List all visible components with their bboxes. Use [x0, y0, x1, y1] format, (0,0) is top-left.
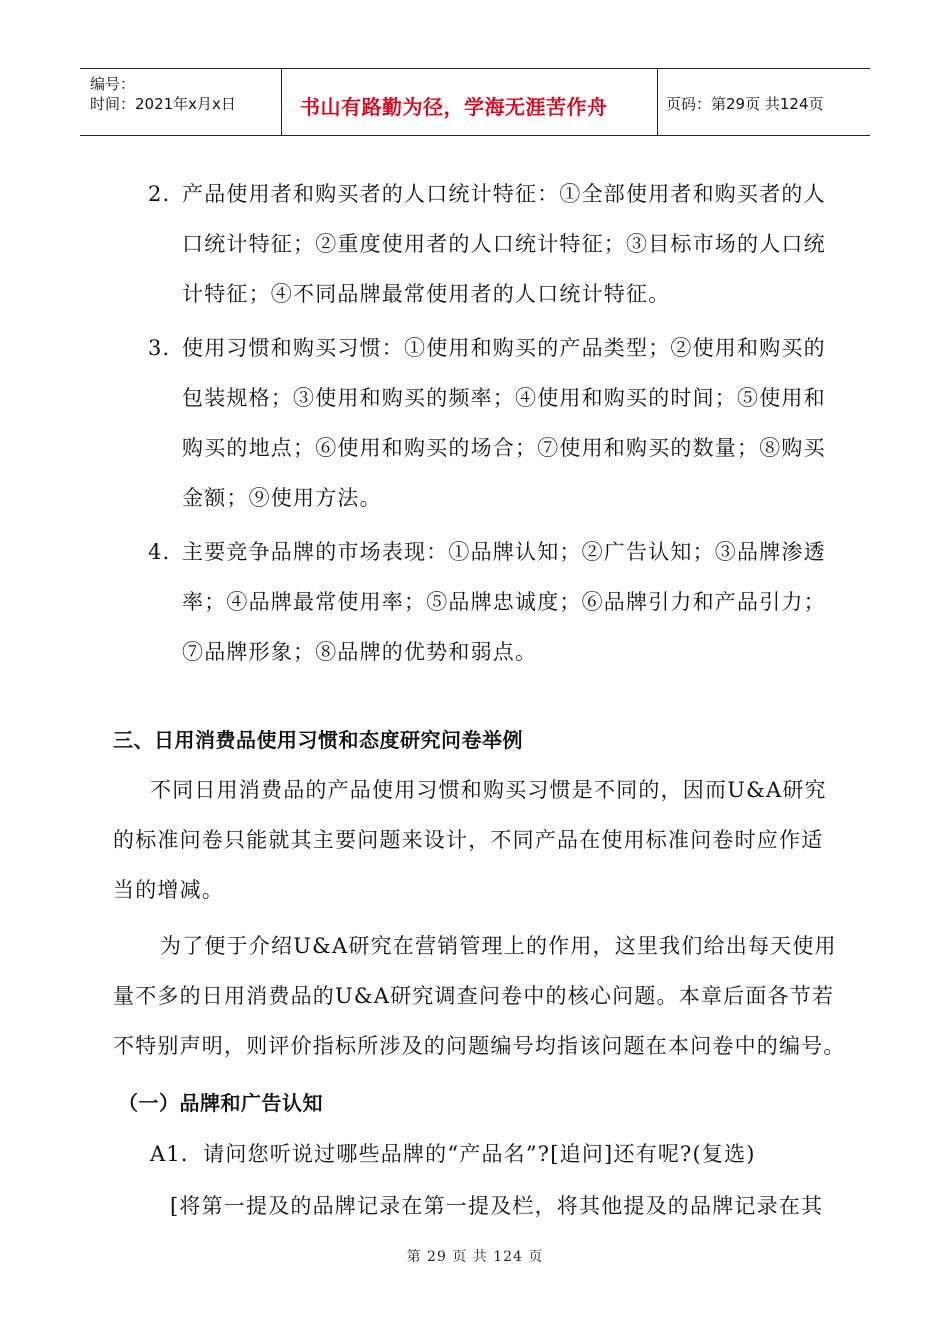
list-item-line: 产品使用者和购买者的人口统计特征：①全部使用者和购买者的人: [182, 182, 826, 206]
header-motto-cell: [282, 69, 658, 135]
list-item-number: 2.: [148, 182, 171, 206]
paragraph-line: 为了便于介绍U&A研究在营销管理上的作用，这里我们给出每天使用: [160, 934, 837, 958]
list-item-number: 4.: [148, 540, 171, 564]
list-item-number: 3.: [148, 336, 171, 360]
page-footer: 第 29 页 共 124 页: [406, 1249, 544, 1265]
header-meta-cell: [80, 69, 282, 135]
section-heading: 三、日用消费品使用习惯和态度研究问卷举例: [113, 728, 523, 752]
motto-text: 书山有路勤为径，学海无涯苦作舟: [300, 95, 608, 119]
doc-time-label: 时间：2021年x月x日: [90, 95, 236, 113]
page-indicator: 页码：第29页 共124页: [666, 95, 824, 113]
list-item-line: 率；④品牌最常使用率；⑤品牌忠诚度；⑥品牌引力和产品引力；: [182, 590, 826, 614]
paragraph-line: 的标准问卷只能就其主要问题来设计，不同产品在使用标准问卷时应作适: [113, 828, 824, 852]
paragraph-line: 不同日用消费品的产品使用习惯和购买习惯是不同的，因而U&A研究: [150, 778, 827, 802]
header-page-cell: [658, 69, 870, 135]
page-header: [80, 68, 870, 136]
list-item-line: 口统计特征；②重度使用者的人口统计特征；③目标市场的人口统: [182, 232, 826, 256]
list-item-line: ⑦品牌形象；⑧品牌的优势和弱点。: [182, 640, 538, 664]
list-item-line: 购买的地点；⑥使用和购买的场合；⑦使用和购买的数量；⑧购买: [182, 436, 826, 460]
list-item-line: 包装规格；③使用和购买的频率；④使用和购买的时间；⑤使用和: [182, 386, 826, 410]
list-item-line: 金额；⑨使用方法。: [182, 486, 382, 510]
doc-number-label: 编号：: [90, 75, 136, 93]
question-a1: A1．请问您听说过哪些品牌的“产品名”?[追问]还有呢?(复选): [150, 1142, 756, 1166]
list-item-line: 使用习惯和购买习惯：①使用和购买的产品类型；②使用和购买的: [182, 336, 826, 360]
paragraph-line: 量不多的日用消费品的U&A研究调查问卷中的核心问题。本章后面各节若: [113, 984, 835, 1008]
list-item-line: 计特征；④不同品牌最常使用者的人口统计特征。: [182, 282, 671, 306]
paragraph-line: 当的增减。: [113, 878, 224, 902]
subsection-heading: （一）品牌和广告认知: [118, 1091, 323, 1115]
paragraph-line: 不特别声明，则评价指标所涉及的问题编号均指该问题在本问卷中的编号。: [113, 1034, 846, 1058]
instruction-text: [将第一提及的品牌记录在第一提及栏，将其他提及的品牌记录在其: [170, 1194, 824, 1218]
list-item-line: 主要竞争品牌的市场表现：①品牌认知；②广告认知；③品牌渗透: [182, 540, 826, 564]
